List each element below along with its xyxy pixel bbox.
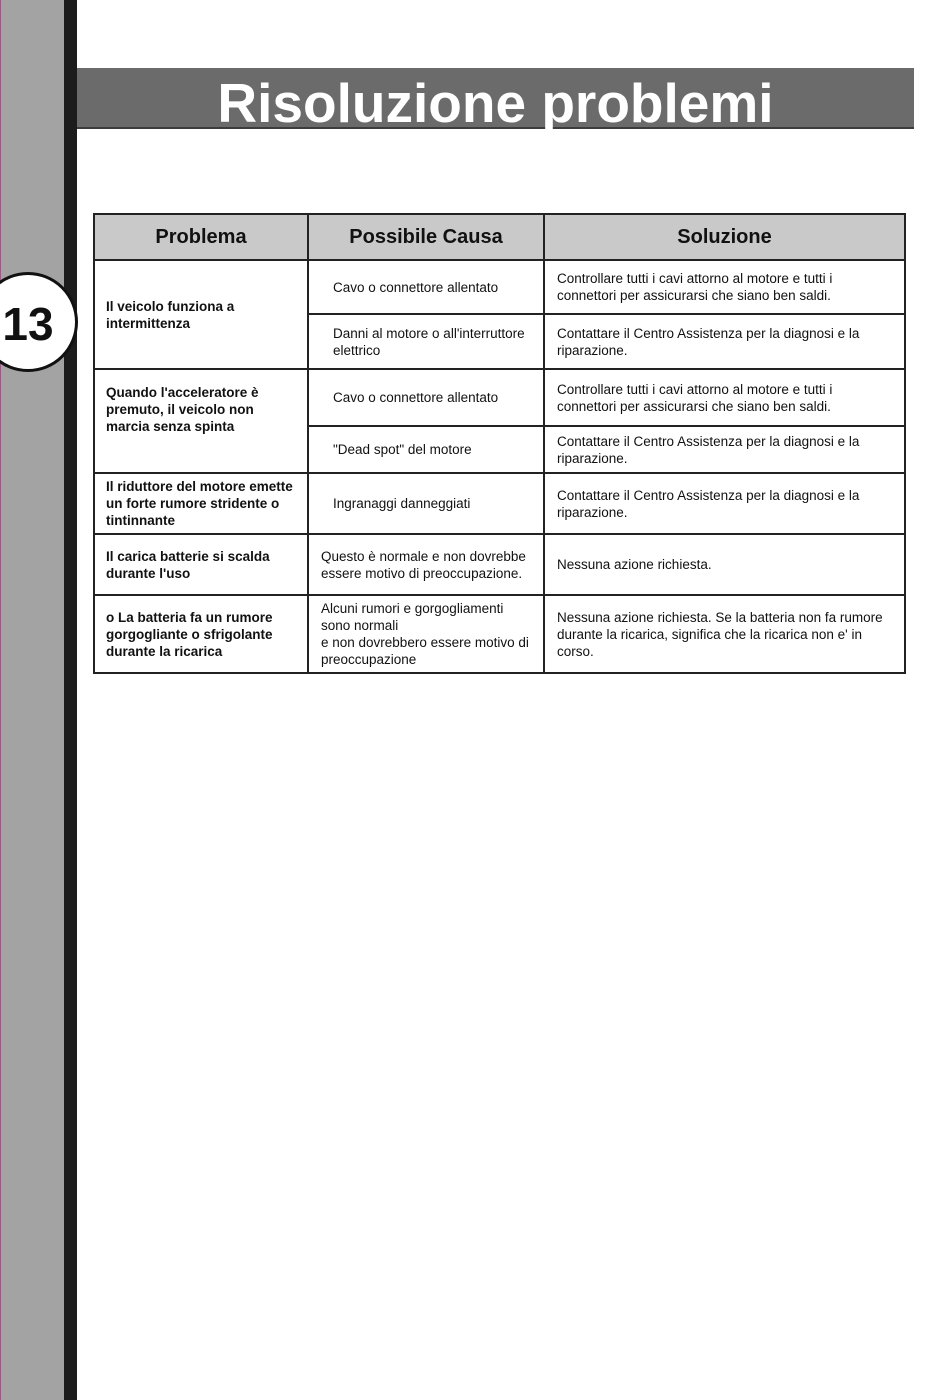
problem-cell: Il veicolo funziona a intermittenza xyxy=(94,260,308,369)
cause-line: Alcuni rumori e gorgogliamenti sono normali xyxy=(321,601,504,633)
table-row xyxy=(94,260,905,314)
page-number: 13 xyxy=(2,298,54,350)
cause-cell: "Dead spot" del motore xyxy=(308,426,544,473)
table-row xyxy=(94,534,905,595)
solution-cell: Controllare tutti i cavi attorno al motore e tutti i connettori per assicurarsi che siano ben saldi. xyxy=(544,260,905,314)
page-edge-rule xyxy=(64,0,77,1400)
cause-cell: Cavo o connettore allentato xyxy=(308,260,544,314)
cause-cell: Cavo o connettore allentato xyxy=(308,369,544,426)
problem-cell: Il carica batterie si scalda durante l'uso xyxy=(94,534,308,595)
page-title: Risoluzione problemi xyxy=(217,72,774,134)
cause-line: e non dovrebbero essere motivo di preoccupazione xyxy=(321,635,529,667)
table-row xyxy=(94,473,905,534)
solution-cell: Nessuna azione richiesta. Se la batteria non fa rumore durante la ricarica, significa che la ricarica non e' in corso. xyxy=(544,595,905,673)
solution-cell: Contattare il Centro Assistenza per la diagnosi e la riparazione. xyxy=(544,473,905,534)
table-row xyxy=(94,595,905,673)
problem-cell: o La batteria fa un rumore gorgogliante o sfrigolante durante la ricarica xyxy=(94,595,308,673)
header-problem: Problema xyxy=(94,214,308,260)
cause-cell xyxy=(308,595,544,673)
table-header-row xyxy=(94,214,905,260)
cause-cell: Ingranaggi danneggiati xyxy=(308,473,544,534)
problem-cell: Il riduttore del motore emette un forte rumore stridente o tintinnante xyxy=(94,473,308,534)
page-edge-strip xyxy=(0,0,65,1400)
solution-cell: Controllare tutti i cavi attorno al motore e tutti i connettori per assicurarsi che siano ben saldi. xyxy=(544,369,905,426)
solution-cell: Contattare il Centro Assistenza per la diagnosi e la riparazione. xyxy=(544,314,905,369)
solution-cell: Contattare il Centro Assistenza per la diagnosi e la riparazione. xyxy=(544,426,905,473)
solution-cell: Nessuna azione richiesta. xyxy=(544,534,905,595)
header-solution: Soluzione xyxy=(544,214,905,260)
troubleshooting-table xyxy=(93,213,906,674)
cause-cell: Questo è normale e non dovrebbe essere motivo di preoccupazione. xyxy=(308,534,544,595)
header-cause: Possibile Causa xyxy=(308,214,544,260)
cause-cell: Danni al motore o all'interruttore elettrico xyxy=(308,314,544,369)
table-row xyxy=(94,369,905,426)
problem-cell: Quando l'acceleratore è premuto, il veicolo non marcia senza spinta xyxy=(94,369,308,473)
